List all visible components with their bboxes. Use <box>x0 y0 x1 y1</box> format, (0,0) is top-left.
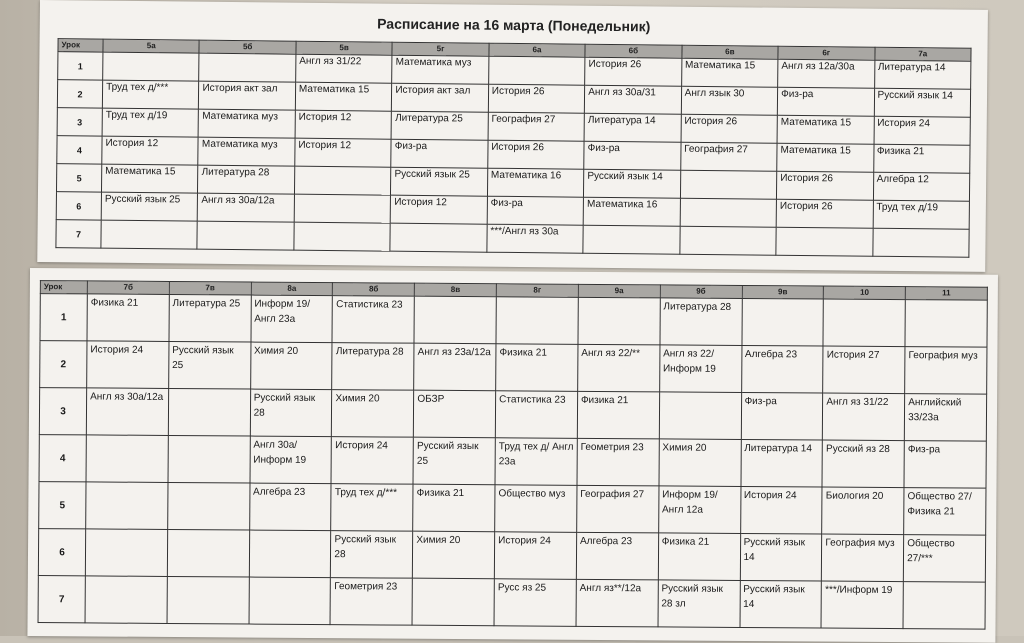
lesson-cell: Русский язык 25 <box>101 192 198 221</box>
lesson-cell: ОБЗР <box>414 390 496 438</box>
lesson-cell: Биология 20 <box>822 487 904 535</box>
lesson-cell: Физ-ра <box>777 87 874 116</box>
lesson-cell <box>85 529 167 577</box>
lesson-cell: История 12 <box>102 136 199 165</box>
lesson-cell: Геометрия 23 <box>577 438 659 486</box>
lesson-cell: Общество 27/*** <box>903 535 985 583</box>
lesson-cell: Физ-ра <box>741 392 823 440</box>
lesson-cell: Статистика 23 <box>495 391 577 439</box>
table-row <box>39 388 986 442</box>
table-row <box>40 294 987 348</box>
lesson-cell: История 12 <box>295 138 392 167</box>
lesson-cell <box>659 392 741 440</box>
lesson-number: 1 <box>58 52 103 80</box>
lesson-number: 7 <box>56 220 101 248</box>
table-body <box>38 294 987 630</box>
lesson-cell: География 27 <box>488 112 585 141</box>
lesson-cell <box>103 52 200 81</box>
lesson-cell: Химия 20 <box>659 439 741 487</box>
lesson-cell: Англ 30а/ Информ 19 <box>250 436 332 484</box>
lesson-number: 5 <box>39 482 86 529</box>
lesson-cell: История 26 <box>777 171 874 200</box>
lesson-number: 3 <box>39 388 86 435</box>
column-header-class: 6г <box>778 46 875 60</box>
lesson-cell <box>85 576 167 624</box>
lesson-cell: Русский язык 25 <box>168 341 250 389</box>
column-header-class: 8г <box>496 284 578 298</box>
lesson-cell <box>776 227 873 256</box>
lesson-cell: География 27 <box>680 142 777 171</box>
column-header-class: 7б <box>87 281 169 295</box>
lesson-cell <box>167 529 249 577</box>
lesson-cell: Труд тех д/*** <box>331 484 413 532</box>
lesson-cell: Математика муз <box>198 137 295 166</box>
column-header-class: 5г <box>392 42 489 56</box>
lesson-cell: Алгебра 12 <box>873 172 970 201</box>
lesson-cell <box>390 223 487 252</box>
lesson-cell <box>101 220 198 249</box>
lesson-cell <box>741 298 823 346</box>
column-header-lesson: Урок <box>58 39 103 52</box>
lesson-cell <box>679 226 776 255</box>
column-header-class: 5а <box>103 39 200 53</box>
lesson-cell: Русс яз 25 <box>494 579 576 627</box>
lesson-cell: География 27 <box>577 485 659 533</box>
lesson-cell: Литература 14 <box>740 439 822 487</box>
column-header-class: 10 <box>824 286 906 300</box>
lesson-cell: Англ яз**/12а <box>576 579 658 627</box>
lesson-cell <box>294 166 391 195</box>
lesson-number: 2 <box>57 80 102 108</box>
lesson-cell: Труд тех д/19 <box>102 108 199 137</box>
lesson-cell: Алгебра 23 <box>576 532 658 580</box>
lesson-cell: Англ яз 31/22 <box>296 54 393 83</box>
lesson-number: 7 <box>38 576 85 623</box>
lesson-cell: История 26 <box>488 84 585 113</box>
lesson-cell: История 26 <box>585 57 682 86</box>
lesson-cell: Английский 33/23а <box>904 394 986 442</box>
lesson-cell <box>197 221 294 250</box>
lesson-cell: Физика 21 <box>413 484 495 532</box>
lesson-cell: История 27 <box>823 346 905 394</box>
lesson-cell: Информ 19/ Англ 23а <box>251 295 333 343</box>
column-header-class: 11 <box>905 287 987 301</box>
lesson-cell: Математика 15 <box>777 115 874 144</box>
lesson-cell: Математика 16 <box>583 197 680 226</box>
lesson-number: 4 <box>39 435 86 482</box>
lesson-cell: Математика муз <box>392 55 489 84</box>
lesson-cell: История 12 <box>295 110 392 139</box>
lesson-cell <box>488 56 585 85</box>
column-header-lesson: Урок <box>40 281 87 294</box>
lesson-cell: Общество 27/ Физика 21 <box>904 488 986 536</box>
column-header-class: 7а <box>874 47 971 61</box>
lesson-cell: Англ яз 30а/12а <box>86 388 168 436</box>
lesson-cell: Русский язык 25 <box>413 437 495 485</box>
lesson-cell: История 24 <box>331 437 413 485</box>
lesson-cell <box>903 582 985 630</box>
lesson-cell: Англ яз 22/ Информ 19 <box>659 345 741 393</box>
column-header-class: 9б <box>660 285 742 299</box>
lesson-cell: Химия 20 <box>332 390 414 438</box>
lesson-cell: Алгебра 23 <box>249 483 331 531</box>
table-row <box>40 341 987 395</box>
lesson-cell: Физика 21 <box>87 294 169 342</box>
lesson-cell: Физ-ра <box>904 441 986 489</box>
lesson-cell <box>86 482 168 530</box>
lesson-number: 3 <box>57 108 102 136</box>
lesson-number: 6 <box>56 192 101 220</box>
lesson-cell: Труд тех д/*** <box>102 80 199 109</box>
column-header-class: 8в <box>415 283 497 297</box>
lesson-cell: Русский язык 28 зл <box>658 580 740 628</box>
lesson-cell <box>167 576 249 624</box>
lesson-cell <box>168 435 250 483</box>
schedule-title: Расписание на 16 марта (Понедельник) <box>377 15 651 35</box>
lesson-cell <box>168 388 250 436</box>
lesson-cell: Англ яз 22/** <box>578 344 660 392</box>
lesson-cell: Русский язык 14 <box>874 88 971 117</box>
lesson-cell: Русский язык 28 <box>331 531 413 579</box>
lesson-cell: Физ-ра <box>584 141 681 170</box>
lesson-number: 1 <box>40 294 87 341</box>
column-header-class: 8а <box>251 282 333 296</box>
lesson-number: 5 <box>56 164 101 192</box>
lesson-cell: ***/Англ яз 30а <box>487 224 584 253</box>
column-header-class: 9а <box>578 284 660 298</box>
lesson-cell: Физика 21 <box>577 391 659 439</box>
lesson-cell: ***/Информ 19 <box>821 581 903 629</box>
table-row <box>38 529 985 583</box>
lesson-cell: Математика муз <box>199 109 296 138</box>
schedule-table-bottom <box>38 280 988 630</box>
lesson-cell: Англ язык 30 <box>681 86 778 115</box>
lesson-cell <box>167 482 249 530</box>
lesson-cell: Англ яз 30а/12а <box>198 193 295 222</box>
lesson-cell: Геометрия 23 <box>330 578 412 626</box>
column-header-class: 6б <box>585 44 682 58</box>
lesson-cell: История 24 <box>874 116 971 145</box>
lesson-cell: Физ-ра <box>487 196 584 225</box>
lesson-cell: Математика 15 <box>101 164 198 193</box>
table-body <box>56 52 971 258</box>
lesson-cell: История 24 <box>87 341 169 389</box>
table-row <box>39 435 986 489</box>
column-header-class: 9в <box>742 285 824 299</box>
lesson-cell: География муз <box>905 347 987 395</box>
lesson-cell: География муз <box>822 534 904 582</box>
lesson-cell: Литература 14 <box>584 113 681 142</box>
lesson-number: 2 <box>40 341 87 388</box>
lesson-cell: История 26 <box>681 114 778 143</box>
lesson-cell <box>578 297 660 345</box>
lesson-cell: История 26 <box>776 199 873 228</box>
lesson-cell: Алгебра 23 <box>741 345 823 393</box>
lesson-cell <box>496 297 578 345</box>
lesson-cell: История 24 <box>494 532 576 580</box>
lesson-cell: Русский язык 14 <box>740 533 822 581</box>
lesson-cell: Англ яз 23а/12а <box>414 343 496 391</box>
schedule-table-top <box>55 38 971 258</box>
lesson-cell <box>199 53 296 82</box>
lesson-cell: Математика 15 <box>295 82 392 111</box>
lesson-cell: Физика 21 <box>658 533 740 581</box>
lesson-cell <box>905 300 987 348</box>
lesson-cell <box>249 577 331 625</box>
column-header-class: 6в <box>682 45 779 59</box>
lesson-cell: Статистика 23 <box>332 296 414 344</box>
lesson-cell: Литература 28 <box>332 343 414 391</box>
lesson-cell: История акт зал <box>199 81 296 110</box>
lesson-cell: Литература 28 <box>198 165 295 194</box>
lesson-cell: Математика 15 <box>777 143 874 172</box>
lesson-number: 6 <box>38 529 85 576</box>
lesson-cell: Русский язык 14 <box>584 169 681 198</box>
lesson-cell: Русский язык 28 <box>250 389 332 437</box>
lesson-cell: История акт зал <box>392 83 489 112</box>
lesson-cell: Литература 25 <box>169 294 251 342</box>
lesson-cell: Труд тех д/ Англ 23а <box>495 438 577 486</box>
schedule-sheet-top <box>37 0 988 272</box>
lesson-cell: Англ яз 30а/31 <box>585 85 682 114</box>
table-row <box>39 482 986 536</box>
lesson-cell <box>680 198 777 227</box>
table-row <box>38 576 985 630</box>
lesson-cell <box>823 299 905 347</box>
column-header-class: 8б <box>333 283 415 297</box>
lesson-cell <box>414 296 496 344</box>
lesson-number: 4 <box>57 136 102 164</box>
lesson-cell <box>583 225 680 254</box>
lesson-cell: Общество муз <box>495 485 577 533</box>
lesson-cell <box>680 170 777 199</box>
lesson-cell: Литература 28 <box>660 298 742 346</box>
lesson-cell: История 12 <box>390 195 487 224</box>
lesson-cell: Физика 21 <box>873 144 970 173</box>
lesson-cell: Физика 21 <box>496 344 578 392</box>
lesson-cell: Физ-ра <box>391 139 488 168</box>
column-header-class: 7в <box>169 281 251 295</box>
lesson-cell: Труд тех д/19 <box>873 200 970 229</box>
lesson-cell: Англ яз 12а/30а <box>778 59 875 88</box>
lesson-cell: История 24 <box>740 486 822 534</box>
lesson-cell: Русский язык 25 <box>391 167 488 196</box>
lesson-cell: Математика 16 <box>487 168 584 197</box>
column-header-class: 6а <box>489 43 586 57</box>
lesson-cell: История 26 <box>488 140 585 169</box>
lesson-cell: Русский яз 28 <box>822 440 904 488</box>
lesson-cell: Русский язык 14 <box>740 580 822 628</box>
lesson-cell <box>86 435 168 483</box>
lesson-cell: Литература 14 <box>874 60 971 89</box>
lesson-cell <box>294 222 391 251</box>
lesson-cell: Англ яз 31/22 <box>823 393 905 441</box>
lesson-cell: Информ 19/ Англ 12а <box>658 486 740 534</box>
lesson-cell: Химия 20 <box>250 342 332 390</box>
column-header-class: 5в <box>296 41 393 55</box>
column-header-class: 5б <box>199 40 296 54</box>
lesson-cell <box>872 228 969 257</box>
lesson-cell <box>249 530 331 578</box>
lesson-cell: Литература 25 <box>391 111 488 140</box>
schedule-sheet-bottom <box>27 268 998 643</box>
lesson-cell: Химия 20 <box>413 531 495 579</box>
lesson-cell <box>412 578 494 626</box>
lesson-cell <box>294 194 391 223</box>
lesson-cell: Математика 15 <box>681 58 778 87</box>
